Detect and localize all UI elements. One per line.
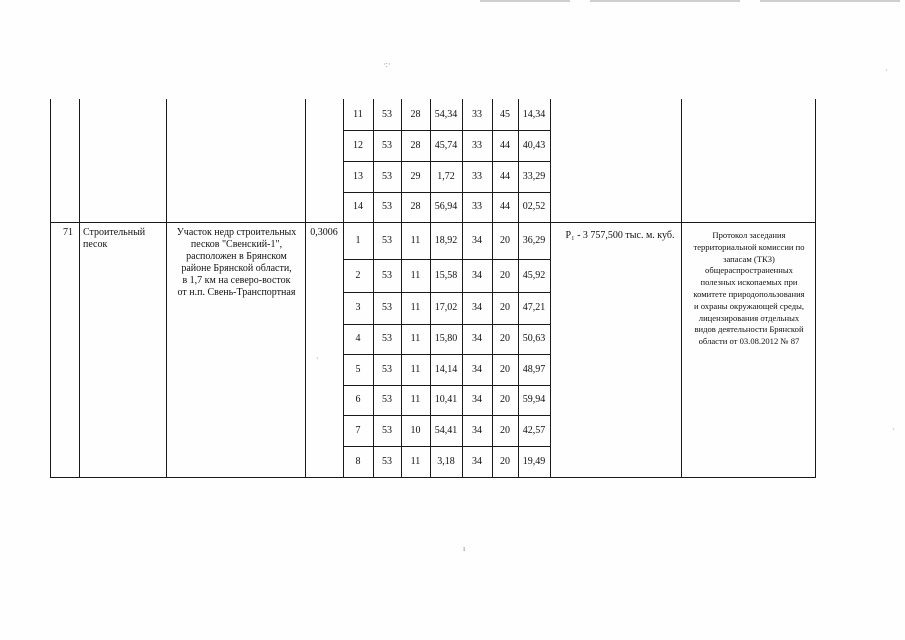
- table-rule-vertical: [681, 99, 682, 477]
- coordinate-cell: 11: [410, 455, 421, 467]
- protocol-text: [684, 230, 814, 348]
- point-number: 7: [355, 424, 361, 436]
- coordinate-cell: 11: [410, 269, 421, 281]
- coordinate-cell: 19,49: [522, 455, 546, 467]
- table-rule-horizontal: [343, 130, 550, 131]
- coordinate-cell: 53: [382, 269, 392, 281]
- coordinate-cell: 44: [500, 170, 510, 182]
- table-rule-vertical: [401, 99, 402, 477]
- coordinate-cell: 36,29: [522, 234, 546, 246]
- coordinate-cell: 33: [472, 201, 482, 212]
- protocol-line: и охраны окружающей среды,: [693, 300, 805, 311]
- coordinate-cell: 53: [382, 394, 392, 405]
- coordinate-cell: 11: [410, 234, 421, 246]
- scan-dot: ·: [316, 354, 319, 363]
- point-number: 14: [353, 201, 363, 212]
- coordinate-cell: 20: [500, 455, 510, 467]
- protocol-line: области от 03.08.2012 № 87: [698, 336, 800, 347]
- coordinate-cell: 33: [472, 170, 482, 182]
- protocol-line: общераспространенных: [705, 265, 793, 276]
- coordinate-cell: 3,18: [437, 455, 455, 467]
- scan-artifact: [590, 0, 740, 2]
- coordinate-cell: 29: [410, 170, 421, 182]
- coordinate-cell: 34: [472, 269, 482, 281]
- coordinate-cell: 34: [472, 302, 482, 313]
- point-number: 13: [353, 170, 363, 182]
- coordinate-cell: 34: [472, 455, 482, 467]
- coordinate-cell: 14,34: [522, 108, 546, 120]
- coordinate-cell: 11: [410, 302, 421, 313]
- coordinate-cell: 59,94: [522, 394, 546, 405]
- scan-dot: ·: [892, 425, 895, 434]
- table-rule-vertical: [166, 99, 167, 477]
- area-value: 0,3006: [310, 227, 338, 238]
- coordinate-cell: 28: [410, 201, 421, 212]
- coordinate-cell: 10: [410, 424, 421, 436]
- coordinate-cell: 02,52: [522, 201, 546, 212]
- protocol-line: запасам (ТКЗ): [723, 253, 775, 264]
- coordinate-cell: 53: [382, 424, 392, 436]
- coordinate-cell: 15,58: [434, 269, 458, 281]
- table-rule-horizontal: [343, 324, 550, 325]
- coordinate-cell: 48,97: [522, 363, 546, 375]
- scan-dot: ı: [463, 544, 466, 553]
- coordinate-cell: 20: [500, 424, 510, 436]
- description-line: в 1,7 км на северо-восток: [182, 275, 291, 286]
- coordinate-cell: 53: [382, 201, 392, 212]
- mineral-type: Строительный песок: [83, 227, 146, 250]
- coordinate-cell: 34: [472, 234, 482, 246]
- protocol-line: видов деятельности Брянской: [694, 324, 804, 335]
- coordinate-cell: 40,43: [522, 139, 546, 151]
- scan-artifact: [480, 0, 570, 2]
- scan-artifact: [760, 0, 900, 2]
- description-line: районе Брянской области,: [181, 263, 292, 274]
- scan-dot: ·: [885, 66, 888, 75]
- coordinate-cell: 53: [382, 302, 392, 313]
- coordinate-cell: 33: [472, 108, 482, 120]
- table-rule-horizontal: [343, 292, 550, 293]
- point-number: 12: [353, 139, 363, 151]
- point-number: 6: [355, 394, 361, 405]
- description-line: расположен в Брянском: [186, 251, 287, 262]
- coordinate-cell: 44: [500, 139, 510, 151]
- table-rule-vertical: [518, 99, 519, 477]
- coordinate-cell: 33,29: [522, 170, 546, 182]
- table-rule-vertical: [550, 99, 551, 477]
- coordinate-cell: 45,74: [434, 139, 458, 151]
- point-number: 2: [355, 269, 361, 281]
- coordinate-cell: 11: [410, 363, 421, 375]
- coordinate-cell: 20: [500, 394, 510, 405]
- coordinate-cell: 20: [500, 234, 510, 246]
- description-line: от н.п. Свень-Транспортная: [177, 287, 296, 298]
- coordinate-cell: 53: [382, 363, 392, 375]
- table-rule-horizontal: [50, 477, 816, 478]
- table-rule-vertical: [373, 99, 374, 477]
- point-number: 1: [355, 234, 361, 246]
- coordinate-cell: 34: [472, 424, 482, 436]
- description-line: песков "Свенский-1",: [190, 239, 283, 250]
- coordinate-cell: 33: [472, 139, 482, 151]
- table-rule-horizontal: [343, 259, 550, 260]
- table-rule-horizontal: [343, 446, 550, 447]
- coordinate-cell: 47,21: [522, 302, 546, 313]
- coordinate-cell: 1,72: [437, 170, 455, 182]
- protocol-line: полезных ископаемых при: [700, 277, 798, 288]
- protocol-line: лицензирования отдельных: [698, 312, 800, 323]
- point-number: 5: [355, 363, 361, 375]
- coordinate-cell: 56,94: [434, 201, 458, 212]
- site-description: [169, 227, 304, 299]
- point-number: 4: [355, 333, 361, 344]
- table-rule-horizontal: [343, 354, 550, 355]
- coordinate-cell: 42,57: [522, 424, 546, 436]
- scan-dot: ·:·: [383, 60, 391, 69]
- coordinate-cell: 15,80: [434, 333, 458, 344]
- table-rule-horizontal: [343, 415, 550, 416]
- coordinate-cell: 11: [410, 333, 421, 344]
- coordinate-cell: 50,63: [522, 333, 546, 344]
- coordinate-cell: 17,02: [434, 302, 458, 313]
- table-rule-horizontal: [50, 222, 815, 223]
- reserves-value: P₁ - 3 757,500 тыс. м. куб.: [565, 230, 675, 241]
- coordinate-cell: 28: [410, 108, 421, 120]
- protocol-line: Протокол заседания: [712, 230, 786, 240]
- coordinate-cell: 34: [472, 394, 482, 405]
- coordinate-cell: 44: [500, 201, 510, 212]
- table-rule-vertical: [50, 99, 51, 477]
- table-rule-vertical: [815, 99, 816, 477]
- protocol-line: комитете природопользования: [693, 288, 805, 299]
- point-number: 11: [353, 108, 363, 120]
- table-rule-vertical: [430, 99, 431, 477]
- coordinate-cell: 54,41: [434, 424, 458, 436]
- coordinate-cell: 53: [382, 108, 392, 120]
- coordinate-cell: 14,14: [434, 363, 458, 375]
- coordinate-cell: 53: [382, 170, 392, 182]
- protocol-line: территориальной комиссии по: [693, 241, 805, 252]
- point-number: 3: [355, 302, 361, 313]
- coordinate-cell: 34: [472, 363, 482, 375]
- coordinate-cell: 53: [382, 455, 392, 467]
- table-rule-vertical: [79, 99, 80, 477]
- table-rule-horizontal: [343, 161, 550, 162]
- coordinate-cell: 45: [500, 108, 510, 120]
- coordinate-cell: 20: [500, 333, 510, 344]
- coordinate-cell: 53: [382, 333, 392, 344]
- coordinate-cell: 53: [382, 234, 392, 246]
- coordinate-cell: 18,92: [434, 234, 458, 246]
- description-line: Участок недр строительных: [176, 227, 297, 238]
- point-number: 8: [355, 455, 361, 467]
- table-rule-vertical: [492, 99, 493, 477]
- coordinate-cell: 10,41: [434, 394, 458, 405]
- coordinate-cell: 34: [472, 333, 482, 344]
- table-rule-vertical: [343, 99, 344, 477]
- table-rule-vertical: [305, 99, 306, 477]
- coordinate-cell: 11: [410, 394, 421, 405]
- coordinate-cell: 45,92: [522, 269, 546, 281]
- row-number: 71: [63, 227, 73, 238]
- coordinate-cell: 53: [382, 139, 392, 151]
- coordinate-cell: 20: [500, 363, 510, 375]
- table-rule-vertical: [462, 99, 463, 477]
- coordinate-cell: 20: [500, 269, 510, 281]
- coordinate-cell: 28: [410, 139, 421, 151]
- coordinate-cell: 54,34: [434, 108, 458, 120]
- table-rule-horizontal: [343, 385, 550, 386]
- coordinate-cell: 20: [500, 302, 510, 313]
- table-rule-horizontal: [343, 192, 550, 193]
